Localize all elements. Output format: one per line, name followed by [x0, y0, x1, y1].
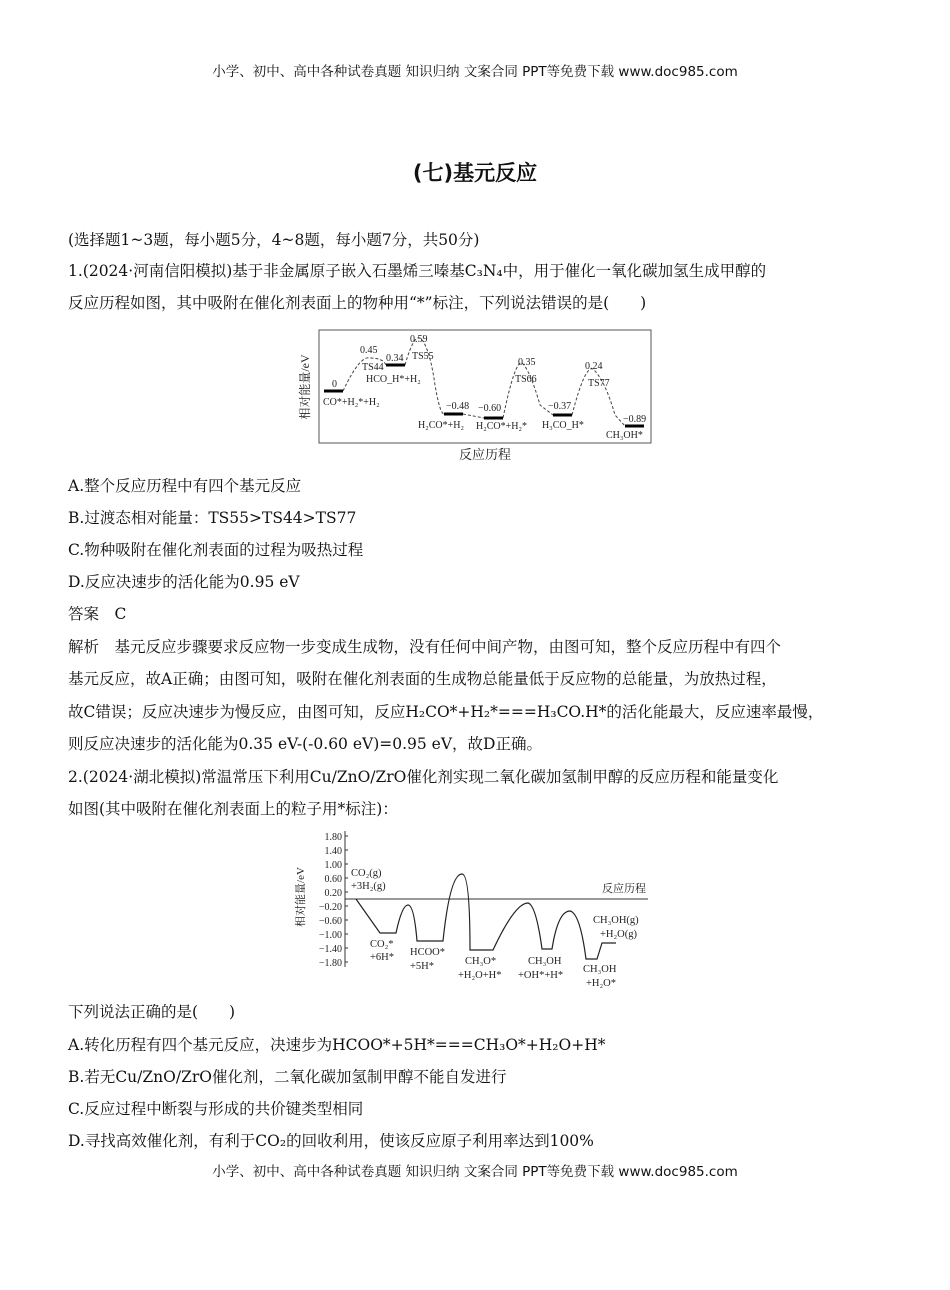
page-footer: 小学、初中、高中各种试卷真题 知识归纳 文案合同 PPT等免费下载 www.doc985.com [212, 1164, 738, 1180]
ts-label: TS44 [362, 362, 384, 373]
q2-option-a: A.转化历程有四个基元反应，决速步为HCOO*+5H*===CH₃O*+H₂O+H* [68, 1036, 606, 1054]
species-label: CH₃OH [528, 956, 562, 967]
y-axis-label: 相对能量/eV [298, 354, 312, 420]
y-tick-label: 1.00 [324, 860, 342, 871]
q1-stem: 1.(2024·河南信阳模拟)基于非金属原子嵌入石墨烯三嗪基C₃N₄中，用于催化一氧化碳加氢生成甲醇的 [68, 262, 767, 280]
energy-value: −0.89 [623, 414, 647, 425]
species-label: CO*+H₂*+H₂ [323, 397, 380, 408]
q1-option-b: B.过渡态相对能量：TS55>TS44>TS77 [68, 509, 357, 527]
species-label: CH₃OH* [606, 430, 643, 441]
y-tick-label: −0.60 [318, 916, 342, 927]
energy-value: 0.24 [585, 361, 603, 372]
energy-value: 0.35 [518, 357, 536, 368]
species-label: +OH*+H* [518, 970, 564, 981]
y-tick-label: −1.00 [318, 930, 342, 941]
species-label: +5H* [410, 961, 435, 972]
species-label: H₂CO*+H₂ [418, 420, 464, 431]
q1-analysis: 则反应决速步的活化能为0.35 eV-(-0.60 eV)=0.95 eV，故D正确。 [68, 735, 542, 753]
x-axis-label: 反应历程 [458, 447, 512, 462]
energy-value: 0.34 [386, 353, 404, 364]
q1-option-d: D.反应决速步的活化能为0.95 eV [68, 573, 300, 591]
species-label: CH₃OH [583, 964, 617, 975]
species-label: CH₃OH(g) [593, 915, 639, 926]
y-tick-label: −0.20 [318, 902, 342, 913]
ts-label: TS66 [515, 374, 537, 385]
y-tick-label: −1.40 [318, 944, 342, 955]
q1-analysis: 基元反应，故A正确；由图可知，吸附在催化剂表面的生成物总能量低于反应物的总能量，为放热过程， [68, 670, 777, 688]
q1-analysis: 解析 基元反应步骤要求反应物一步变成生成物，没有任何中间产物，由图可知，整个反应历程中有四个 [68, 638, 782, 656]
species-label: +H₂O(g) [600, 929, 637, 940]
species-label: +H₂O* [586, 978, 616, 989]
q2-energy-diagram [290, 825, 670, 995]
species-label: HCO_H*+H₂ [366, 374, 421, 385]
y-tick-label: −1.80 [318, 958, 342, 969]
species-label: H₂CO*+H₂* [476, 421, 527, 432]
y-axis-label: 相对能量/eV [295, 867, 307, 927]
y-tick-label: 1.80 [324, 832, 342, 843]
x-axis-label: 反应历程 [602, 883, 646, 895]
energy-value: 0.59 [410, 334, 428, 345]
q2-option-c: C.反应过程中断裂与形成的共价键类型相同 [68, 1100, 364, 1118]
q1-option-a: A.整个反应历程中有四个基元反应 [68, 477, 302, 495]
q2-option-d: D.寻找高效催化剂，有利于CO₂的回收利用，使该反应原子利用率达到100% [68, 1132, 594, 1150]
species-label: CH₃O* [465, 956, 497, 967]
y-tick-label: 0.20 [324, 888, 342, 899]
energy-value: −0.60 [478, 403, 502, 414]
species-label: +6H* [370, 952, 395, 963]
q2-stem: 2.(2024·湖北模拟)常温常压下利用Cu/ZnO/ZrO催化剂实现二氧化碳加氢制甲醇的反应历程和能量变化 [68, 768, 779, 786]
section-title: (七)基元反应 [412, 161, 538, 185]
energy-value: −0.37 [548, 401, 572, 412]
energy-value: −0.48 [446, 401, 470, 412]
q1-analysis: 故C错误；反应决速步为慢反应，由图可知，反应H₂CO*+H₂*===H₃CO.H*的活化能最大，反应速率最慢， [68, 703, 824, 721]
ts-label: TS77 [588, 378, 610, 389]
q2-option-b: B.若无Cu/ZnO/ZrO催化剂，二氧化碳加氢制甲醇不能自发进行 [68, 1068, 507, 1086]
q2-stem: 如图(其中吸附在催化剂表面上的粒子用*标注)： [68, 800, 398, 818]
ts-label: TS55 [412, 351, 434, 362]
energy-value: 0.45 [360, 345, 378, 356]
q2-prompt: 下列说法正确的是( ) [68, 1003, 236, 1021]
species-label: CO₂(g) [351, 868, 382, 879]
q1-energy-diagram [290, 325, 670, 465]
species-label: +3H₂(g) [351, 881, 386, 892]
energy-value: 0 [332, 379, 337, 390]
species-label: HCOO* [410, 947, 446, 958]
q1-answer: 答案 C [68, 605, 127, 623]
y-tick-label: 1.40 [324, 846, 342, 857]
q1-option-c: C.物种吸附在催化剂表面的过程为吸热过程 [68, 541, 364, 559]
page-header: 小学、初中、高中各种试卷真题 知识归纳 文案合同 PPT等免费下载 www.doc985.com [212, 64, 738, 80]
y-tick-label: 0.60 [324, 874, 342, 885]
species-label: H₃CO_H* [542, 420, 584, 431]
instructions: (选择题1~3题，每小题5分，4~8题，每小题7分，共50分) [68, 231, 480, 249]
q1-stem: 反应历程如图，其中吸附在催化剂表面上的物种用“*”标注，下列说法错误的是( ) [68, 294, 647, 312]
species-label: CO₂* [370, 939, 394, 950]
species-label: +H₂O+H* [458, 970, 502, 981]
